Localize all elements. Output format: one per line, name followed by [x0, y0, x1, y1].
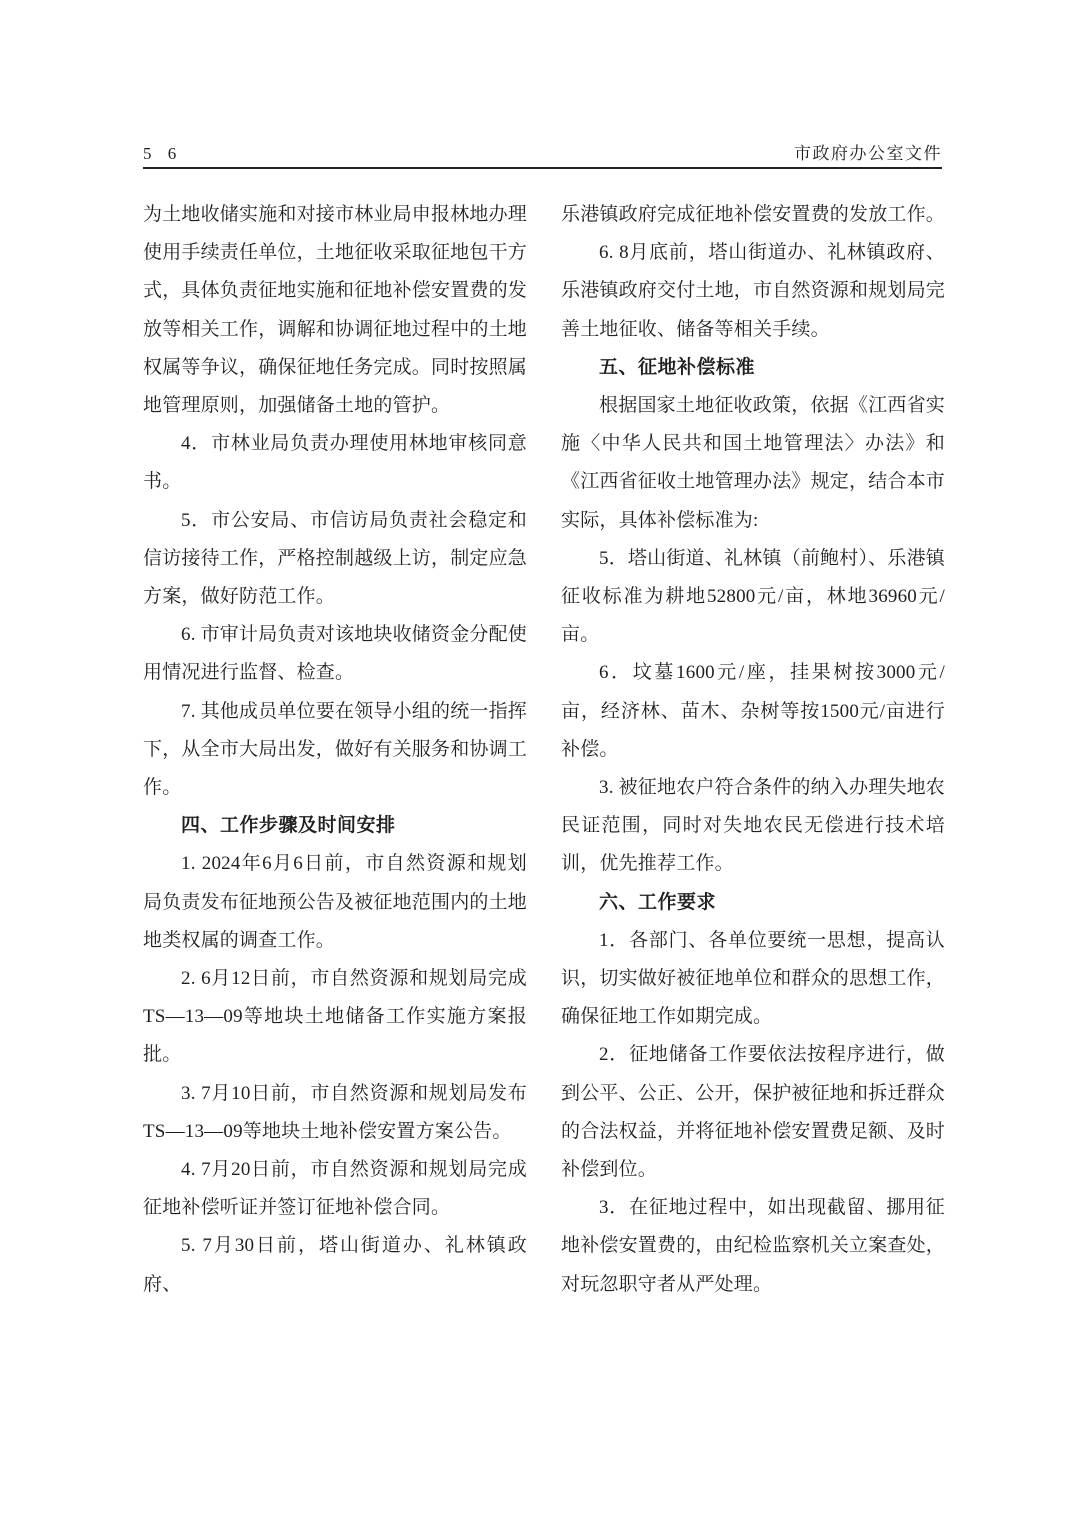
header-title: 市政府办公室文件	[794, 144, 942, 163]
paragraph: 6. 8月底前，塔山街道办、礼林镇政府、乐港镇政府交付土地，市自然资源和规划局完善土地征收、储备等相关手续。	[561, 242, 946, 340]
paragraph: 2. 6月12日前，市自然资源和规划局完成TS—13—09等地块土地储备工作实施方案报批。	[143, 968, 527, 1066]
paragraph: 6. 市审计局负责对该地块收储资金分配使用情况进行监督、检查。	[143, 624, 528, 684]
paragraph: 5. 7月30日前，塔山街道办、礼林镇政府、	[143, 1235, 527, 1295]
paragraph: 5．市公安局、市信访局负责社会稳定和信访接待工作，严格控制越级上访，制定应急方案，做好防范工作。	[143, 509, 528, 608]
right-column	[561, 196, 945, 1304]
paragraph: 3. 7月10日前，市自然资源和规划局发布TS—13—09等地块土地补偿安置方案公告。	[143, 1082, 527, 1142]
page-header	[143, 126, 942, 169]
left-column	[143, 196, 527, 1304]
page-number: 5 6	[143, 144, 183, 163]
paragraph: 6．坟墓1600元/座，挂果树按3000元/亩，经济林、苗木、杂树等按1500元/亩进行补偿。	[561, 662, 945, 760]
paragraph: 3. 被征地农户符合条件的纳入办理失地农民证范围，同时对失地农民无偿进行技术培训，优先推荐工作。	[561, 777, 946, 875]
paragraph: 2．征地储备工作要依法按程序进行，做到公平、公正、公开，保护被征地和拆迁群众的合法权益，并将征地补偿安置费足额、及时补偿到位。	[561, 1044, 946, 1181]
section-heading: 六、工作要求	[599, 891, 717, 913]
document-body	[143, 196, 945, 1304]
paragraph: 3．在征地过程中，如出现截留、挪用征地补偿安置费的，由纪检监察机关立案查处，对玩忽职守者从严处理。	[561, 1197, 946, 1295]
paragraph: 1．各部门、各单位要统一思想，提高认识，切实做好被征地单位和群众的思想工作，确保征地工作如期完成。	[561, 929, 946, 1028]
paragraph: 4. 7月20日前，市自然资源和规划局完成征地补偿听证并签订征地补偿合同。	[143, 1159, 527, 1219]
section-heading: 四、工作步骤及时间安排	[181, 815, 396, 837]
section-heading: 五、征地补偿标准	[599, 356, 756, 378]
paragraph: 7. 其他成员单位要在领导小组的统一指挥下，从全市大局出发，做好有关服务和协调工作。	[143, 700, 528, 799]
paragraph: 4．市林业局负责办理使用林地审核同意书。	[143, 433, 527, 493]
paragraph: 乐港镇政府完成征地补偿安置费的发放工作。	[561, 204, 946, 225]
paragraph: 1. 2024年6月6日前，市自然资源和规划局负责发布征地预公告及被征地范围内的土地地类权属的调查工作。	[143, 853, 528, 951]
paragraph: 为土地收储实施和对接市林业局申报林地办理使用手续责任单位，土地征收采取征地包干方式，具体负责征地实施和征地补偿安置费的发放等相关工作，调解和协调征地过程中的土地权属等争议，确保征地任务完成。同时按照属地管理原则，加强储备土地的管护。	[143, 204, 528, 417]
paragraph: 根据国家土地征收政策，依据《江西省实施〈中华人民共和国土地管理法〉办法》和《江西省征收土地管理办法》规定，结合本市实际，具体补偿标准为:	[561, 395, 946, 531]
paragraph: 5．塔山街道、礼林镇（前鲍村）、乐港镇征收标准为耕地52800元/亩，林地36960元/亩。	[561, 547, 945, 646]
